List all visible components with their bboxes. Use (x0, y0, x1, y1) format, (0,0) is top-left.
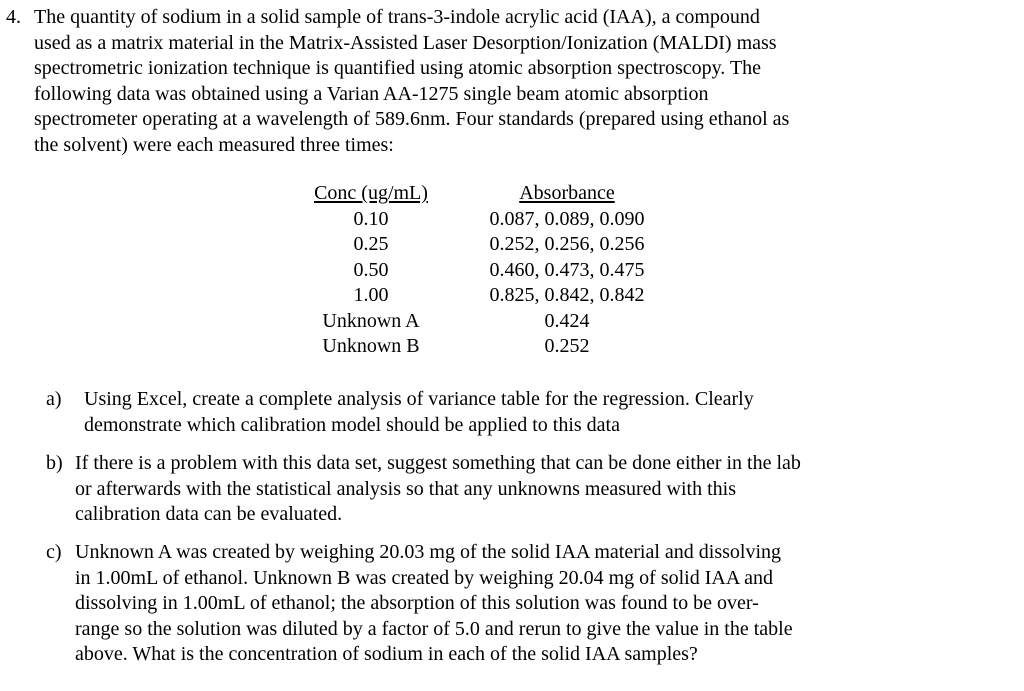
absorbance-cell: 0.087, 0.089, 0.090 (489, 207, 645, 230)
absorbance-cell: 0.252, 0.256, 0.256 (489, 233, 645, 255)
conc-cell: Unknown A (322, 309, 420, 332)
table-row (290, 207, 682, 233)
part-b-line: calibration data can be evaluated. (75, 503, 343, 525)
intro-line: spectrometer operating at a wavelength of 589.6nm. Four standards (prepared using ethanol as (34, 108, 790, 130)
part-c-line: range so the solution was diluted by a factor of 5.0 and rerun to give the value in the table (75, 617, 793, 640)
conc-cell: 0.10 (353, 207, 389, 230)
part-b-line: b) If there is a problem with this data set, suggest something that can be done either in the lab (46, 451, 946, 477)
problem-intro (6, 5, 1006, 158)
conc-cell: Unknown B (322, 335, 420, 357)
part-a-line: demonstrate which calibration model should be applied to this data (84, 413, 620, 436)
conc-cell: 1.00 (353, 284, 389, 306)
part-c-line: c) Unknown A was created by weighing 20.03 mg of the solid IAA material and dissolving (46, 540, 946, 566)
table-row (290, 258, 682, 284)
intro-line: the solvent) were each measured three times: (34, 133, 394, 156)
part-b (46, 451, 946, 528)
absorbance-cell: 0.460, 0.473, 0.475 (489, 258, 645, 281)
problem-number: 4. (6, 6, 21, 28)
part-c-line: above. What is the concentration of sodium in each of the solid IAA samples? (75, 643, 698, 665)
absorbance-cell: 0.424 (544, 309, 590, 332)
intro-line: spectrometric ionization technique is quantified using atomic absorption spectroscopy. The (34, 57, 762, 79)
conc-cell: 0.25 (353, 233, 389, 255)
conc-cell: 0.50 (353, 258, 389, 281)
absorbance-cell: 0.825, 0.842, 0.842 (489, 284, 645, 306)
part-c-line: in 1.00mL of ethanol. Unknown B was created by weighing 20.04 mg of solid IAA and (75, 566, 774, 589)
intro-line: following data was obtained using a Varian AA-1275 single beam atomic absorption (34, 82, 709, 105)
part-a-label: a) (46, 388, 62, 410)
table-row (290, 334, 682, 360)
part-c-line: dissolving in 1.00mL of ethanol; the absorption of this solution was found to be over- (75, 592, 759, 614)
part-a (46, 387, 946, 438)
absorbance-cell: 0.252 (544, 335, 590, 357)
part-b-line: or afterwards with the statistical analysis so that any unknowns measured with this (75, 477, 736, 500)
intro-line: 4. The quantity of sodium in a solid sample of trans-3-indole acrylic acid (IAA), a compound (6, 5, 1006, 31)
table-row (290, 232, 682, 258)
table-row (290, 309, 682, 335)
conc-header: Conc (ug/mL) (314, 182, 428, 204)
table-row (290, 283, 682, 309)
calibration-data-table (290, 181, 682, 360)
absorbance-header: Absorbance (519, 182, 615, 204)
part-a-line: a) Using Excel, create a complete analysis of variance table for the regression. Clearly (46, 387, 946, 413)
part-c-label: c) (46, 541, 62, 563)
table-header-row (290, 181, 682, 207)
part-c (46, 540, 946, 668)
part-b-label: b) (46, 452, 63, 474)
intro-line: used as a matrix material in the Matrix-Assisted Laser Desorption/Ionization (MALDI) mass (34, 31, 777, 54)
